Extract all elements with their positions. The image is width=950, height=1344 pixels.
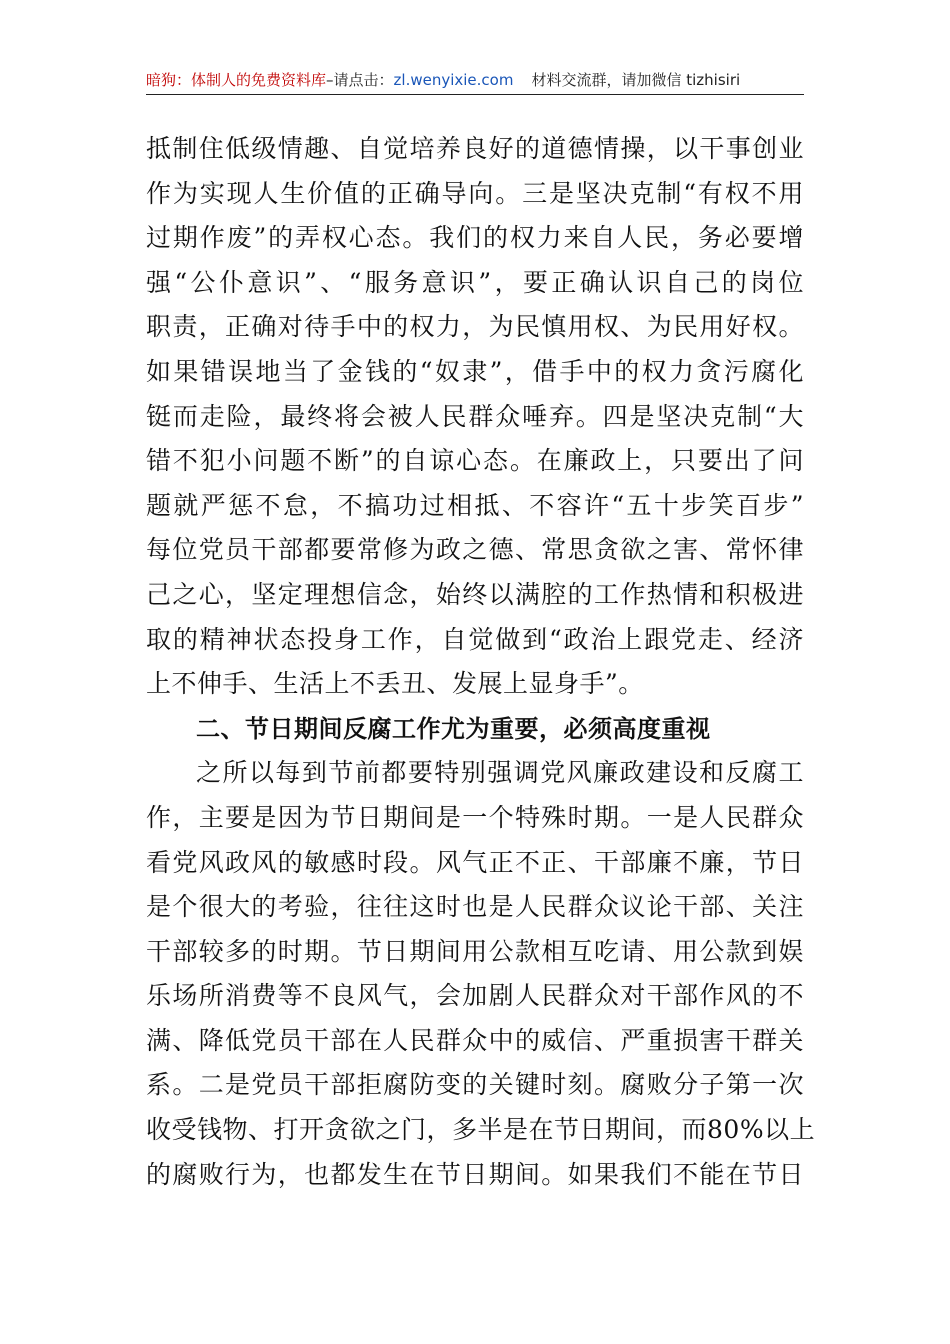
text-line: 是个很大的考验，往往这时也是人民群众议论干部、关注 [146,892,804,922]
text-line: 看党风政风的敏感时段。风气正不正、干部廉不廉，节日 [146,847,804,877]
text-line: 取的精神状态投身工作，自觉做到“政治上跟党走、经济 [146,624,804,654]
text-line: 干部较多的时期。节日期间用公款相互吃请、用公款到娱 [146,936,804,966]
text-line: 上不伸手、生活上不丢丑、发展上显身手”。 [146,669,644,699]
text-line: 题就严惩不怠，不搞功过相抵、不容许“五十步笑百步” [146,490,804,520]
text-line: 己之心，坚定理想信念，始终以满腔的工作热情和积极进 [146,579,804,609]
header-link[interactable]: zl.wenyixie.com [393,71,514,89]
header-group-info: 材料交流群，请加微信 tizhisiri [531,71,741,89]
text-line: 强“公仆意识”、“服务意识”，要正确认识自己的岗位 [146,267,804,297]
text-line: 乐场所消费等不良风气，会加剧人民群众对干部作风的不 [146,981,804,1011]
text-line: 职责，正确对待手中的权力，为民慎用权、为民用好权。 [146,312,804,342]
text-line: 铤而走险，最终将会被人民群众唾弃。四是坚决克制“大 [146,401,804,431]
text-line: 系。二是党员干部拒腐防变的关键时刻。腐败分子第一次 [146,1070,804,1100]
text-line: 抵制住低级情趣、自觉培养良好的道德情操，以干事创业 [146,134,804,163]
text-line: 满、降低党员干部在人民群众中的威信、严重损害干群关 [146,1025,804,1055]
text-line: 错不犯小问题不断”的自谅心态。在廉政上，只要出了问 [146,446,804,476]
text-line: 收受钱物、打开贪欲之门，多半是在节日期间，而80%以上 [146,1115,816,1145]
text-line: 每位党员干部都要常修为政之德、常思贪欲之害、常怀律 [146,535,804,565]
text-line: 过期作废”的弄权心态。我们的权力来自人民，务必要增 [146,223,804,253]
text-line: 如果错误地当了金钱的“奴隶”，借手中的权力贪污腐化 [146,356,804,386]
text-line: 作为实现人生价值的正确导向。三是坚决克制“有权不用 [146,178,804,208]
header-brand: 暗狗：体制人的免费资料库 [146,71,327,89]
page-header [146,66,804,95]
section-heading: 二、节日期间反腐工作尤为重要，必须高度重视 [196,714,711,743]
text-line: 作，主要是因为节日期间是一个特殊时期。一是人民群众 [146,802,804,832]
document-body [146,127,816,1197]
header-link-prefix: –请点击： [326,71,394,89]
text-line: 的腐败行为，也都发生在节日期间。如果我们不能在节日 [146,1159,804,1189]
text-line: 之所以每到节前都要特别强调党风廉政建设和反腐工 [196,758,804,788]
